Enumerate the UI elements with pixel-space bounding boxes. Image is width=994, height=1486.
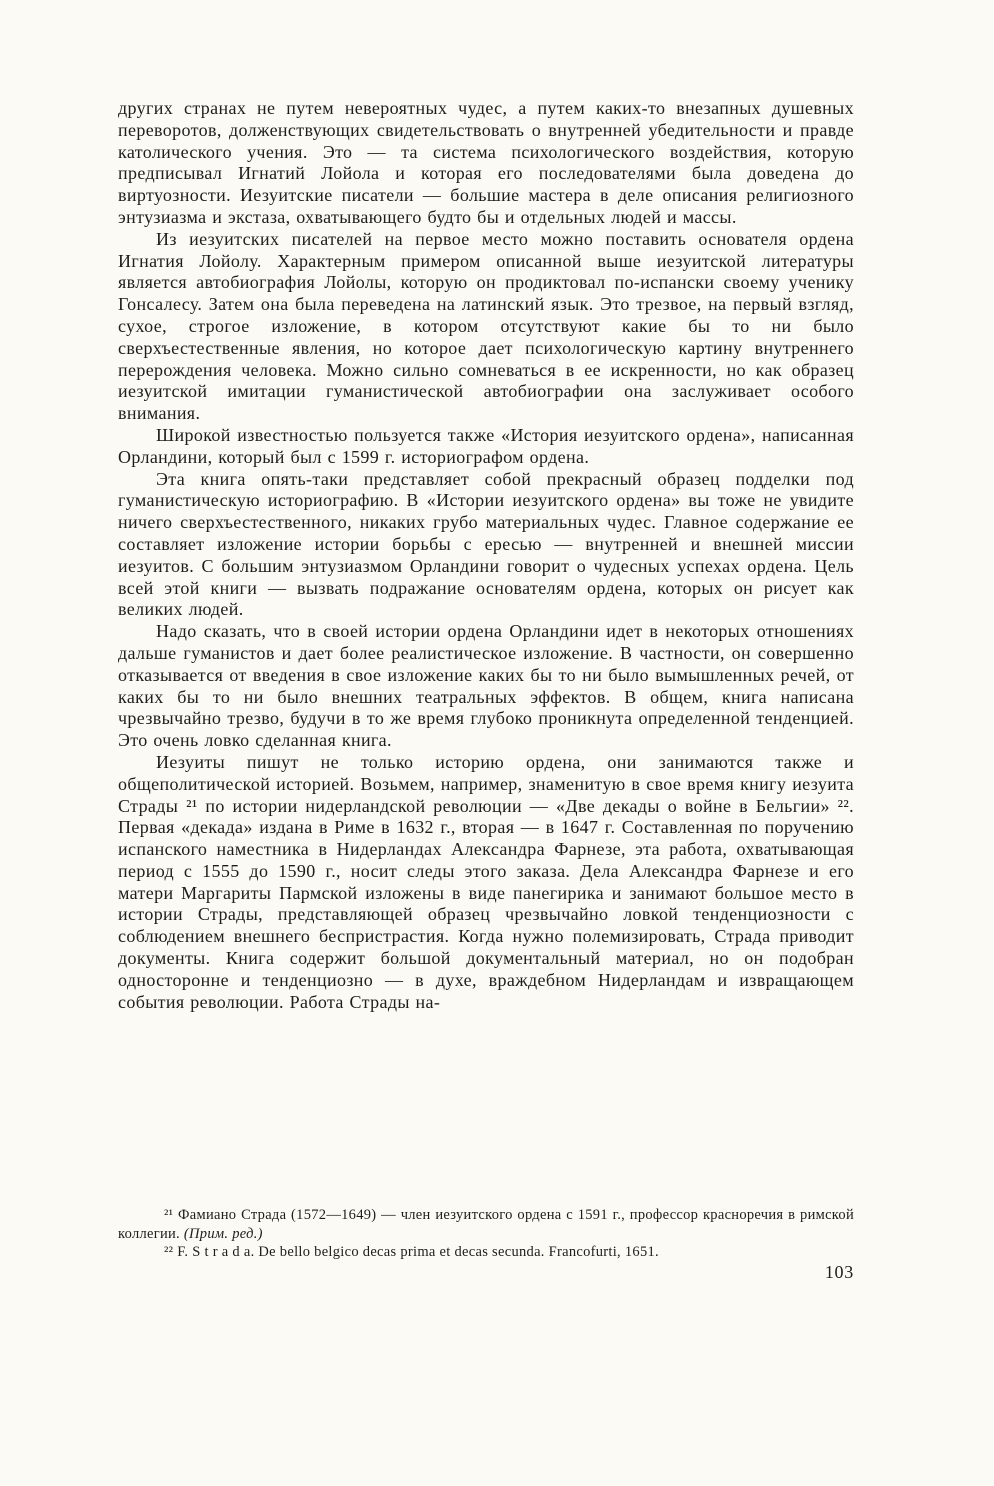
paragraph: других странах не путем невероятных чудес, а путем каких-то внезапных душевных переворотов, долженствующих свидетельствовать о внутренней убедительности и правде католического учения. Это — та система психологического воздействия, которую предписывал Игнатий Лойола и которая его последователями была доведена до виртуозности. Иезуитские писатели — большие мастера в деле описания религиозного энтузиазма и экстаза, охватывающего будто бы и отдельных людей и массы. [118,98,854,227]
paragraph: Широкой известностью пользуется также «История иезуитского ордена», написанная Орландини, который был с 1599 г. историографом ордена. [118,424,854,467]
paragraph: Эта книга опять-таки представляет собой прекрасный образец подделки под гуманистическую историографию. В «Истории иезуитского ордена» вы тоже не увидите ничего сверхъестественного, никаких грубо материальных чудес. Главное содержание ее составляет изложение истории борьбы с ересью — внутренней и внешней миссии иезуитов. С большим энтузиазмом Орландини говорит о чудесных успехах ордена. Цель всей этой книги — вызвать подражание основателям ордена, которых он рисует как великих людей. [118,468,854,620]
page-number: 103 [824,1262,854,1282]
footnote-2: ²² F. S t r a d a. De bello belgico decas prima et decas secunda. Francofurti, 1651. [164,1244,659,1260]
footnote-editorial-note: (Прим. ред.) [183,1225,263,1242]
body-text [118,98,854,1013]
paragraph: Надо сказать, что в своей истории ордена Орландини идет в некоторых отношениях дальше гуманистов и дает более реалистическое изложение. В частности, он совершенно отказывается от введения в свое изложение каких бы то ни было вымышленных речей, от каких бы то ни было внешних театральных эффектов. В общем, книга написана чрезвычайно трезво, будучи в то же время глубоко проникнута определенной тенденцией. Это очень ловко сделанная книга. [118,621,854,751]
footnote-1 [118,1206,854,1243]
paragraph: Иезуиты пишут не только историю ордена, они занимаются также и общеполитической историей. Возьмем, например, знаменитую в свое время книгу иезуита Страды ²¹ по истории нидерландской революции — «Две декады о войне в Бельгии» ²². Первая «декада» издана в Риме в 1632 г., вторая — в 1647 г. Составленная по поручению испанского наместника в Нидерландах Александра Фарнезе, эта работа, охватывающая период с 1555 до 1590 г., носит следы этого заказа. Дела Александра Фарнезе и его матери Маргариты Пармской изложены в виде панегирика и занимают большое место в истории Страды, представляющей образец чрезвычайно ловкой тенденциозности с соблюдением внешнего беспристрастия. Когда нужно полемизировать, Страда приводит документы. Книга содержит большой документальный материал, но он подобран односторонне и тенденциозно — в духе, враждебном Нидерландам и извращающем события революции. Работа Страды на- [118,751,854,1012]
paragraph: Из иезуитских писателей на первое место можно поставить основателя ордена Игнатия Лойолу. Характерным примером описанной выше иезуитской литературы является автобиография Лойолы, которую он продиктовал по-испански своему ученику Гонсалесу. Затем она была переведена на латинский язык. Это трезвое, на первый взгляд, сухое, строгое изложение, в котором отсутствуют какие бы то ни было сверхъестественные явления, но которое дает психологическую картину внутреннего перерождения человека. Можно сильно сомневаться в ее искренности, но как образец иезуитской имитации гуманистической автобиографии она заслуживает особого внимания. [118,228,854,424]
footnote-1-text: ²¹ Фамиано Страда (1572—1649) — член иезуитского ордена с 1591 г., профессор красноречия в римской коллегии. [118,1207,854,1242]
footnotes [118,1206,854,1262]
